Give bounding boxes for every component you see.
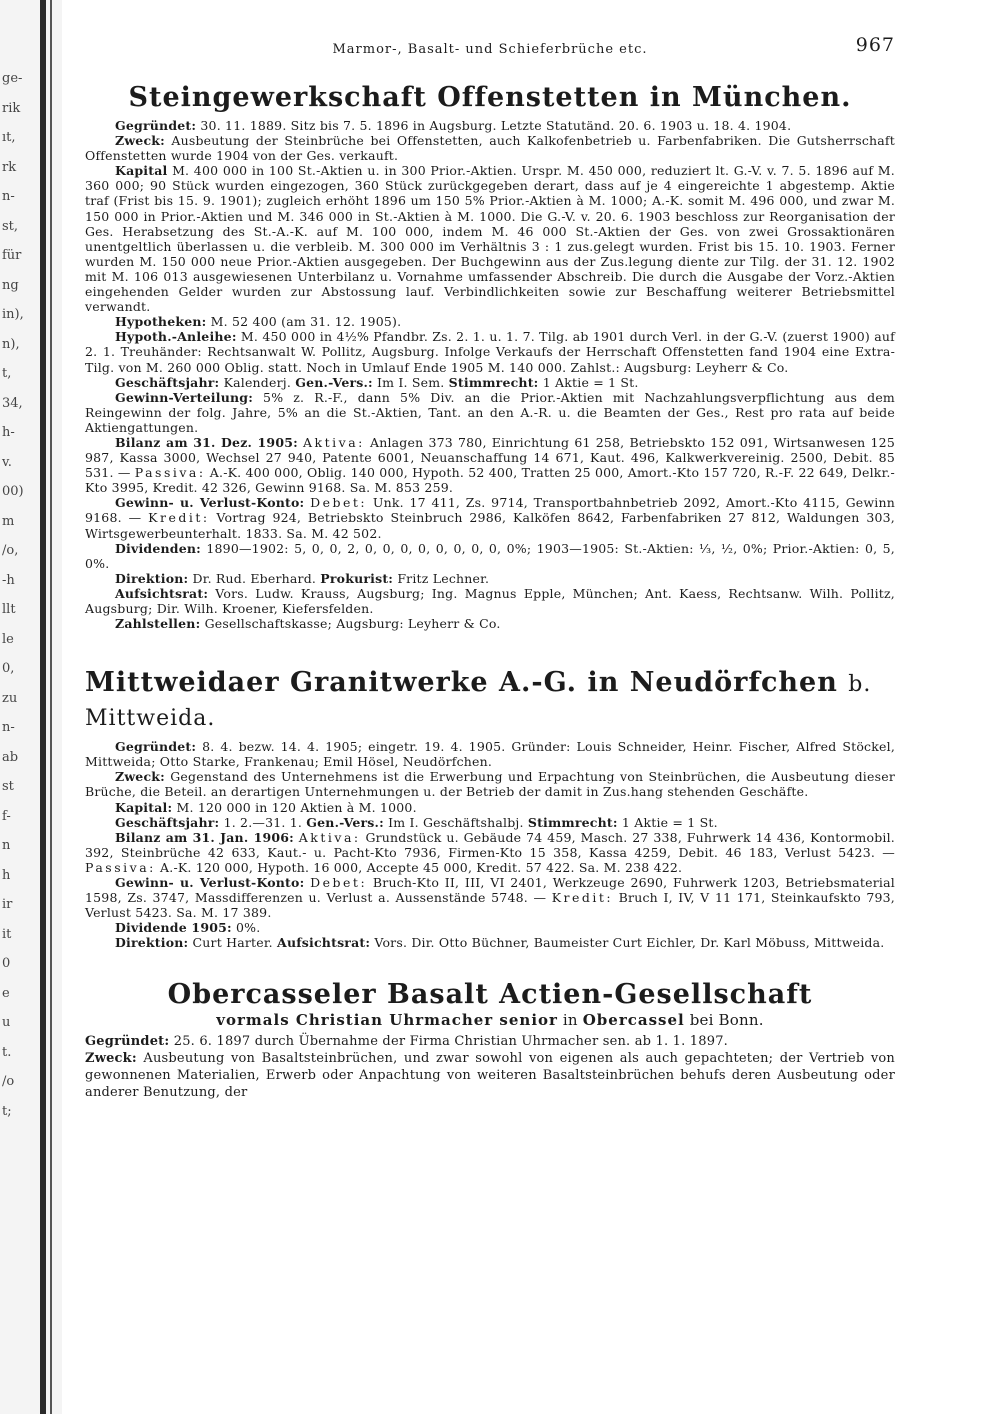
entry-direktion xyxy=(85,571,895,586)
field-text: Bruch I, IV, V 11 171, Steinkaufskto 793, Verlust 5423. Sa. M. 17 389. xyxy=(85,890,895,921)
margin-fragment: in), xyxy=(2,307,24,322)
field-text: 8. 4. bezw. 14. 4. 1905; eingetr. 19. 4. 1905. Gründer: Louis Schneider, Heinr. Fischer, Alfred Stöckel, Mittweida; Otto Starke, Frankenau; Emil Hösel, Neudörfchen. xyxy=(85,739,895,770)
field-text: Im I. Geschäftshalbj. xyxy=(388,814,524,830)
field-label: Aufsichtsrat: xyxy=(115,585,209,601)
margin-fragment: u xyxy=(2,1015,11,1030)
page-number: 967 xyxy=(855,34,895,56)
field-label: Stimmrecht: xyxy=(527,814,618,830)
company-title-1: Steingewerkschaft Offenstetten in München. xyxy=(128,82,852,113)
company-location: b. Mittweida. xyxy=(85,672,872,732)
field-text: M. 52 400 (am 31. 12. 1905). xyxy=(210,314,402,330)
field-label: Dividende 1905: xyxy=(115,920,232,936)
field-text: 30. 11. 1889. Sitz bis 7. 5. 1896 in Augsburg. Letzte Statutänd. 20. 6. 1903 u. 18. 4. 1904. xyxy=(200,118,792,133)
field-subhead: Passiva: xyxy=(134,465,206,481)
binding-shadow-bar xyxy=(40,0,46,1414)
margin-fragment: /o xyxy=(2,1074,15,1089)
field-text: Gesellschaftskasse; Augsburg: Leyherr & Co. xyxy=(204,616,501,632)
field-text: Fritz Lechner. xyxy=(397,570,490,586)
subtitle-place: Obercassel xyxy=(582,1010,685,1029)
margin-fragment: /o, xyxy=(2,543,19,558)
entry-direktion xyxy=(85,935,895,950)
entry-gegruendet xyxy=(85,1033,895,1050)
field-text: 1. 2.—31. 1. xyxy=(223,814,303,830)
entry-zahlstellen xyxy=(85,616,895,631)
field-label: Gen.-Vers.: xyxy=(295,374,373,390)
company-title-3: Obercasseler Basalt Actien-Gesellschaft xyxy=(167,978,813,1010)
margin-fragment: n- xyxy=(2,189,15,204)
field-text: Kalenderj. xyxy=(223,374,292,390)
margin-fragment: m xyxy=(2,513,15,529)
margin-fragment: t, xyxy=(2,366,12,381)
entry-gewinn-verlust xyxy=(85,495,895,540)
field-subhead: Kredit: xyxy=(148,510,210,526)
field-label: Zweck: xyxy=(115,133,165,149)
company-name: Mittweidaer Granitwerke A.-G. in Neudörfchen xyxy=(85,667,838,699)
field-label: Gewinn- u. Verlust-Konto: xyxy=(115,495,305,511)
field-label: Bilanz am 31. Jan. 1906: xyxy=(115,829,294,845)
field-text: M. 400 000 in 100 St.-Aktien u. in 300 Prior.-Aktien. Urspr. M. 450 000, reduziert lt. G.-V. v. 7. 5. 1896 auf M. 360 000; 90 Stück wurden eingezogen, 360 Stück zurückgegeben derart, dass auf je 4 eingereichte 1 abgestemp. Aktie traf (Frist bis 15. 9. 1901); zugleich erhöht 1896 um 150 5% Prior.-Aktien à M. 1000; A.-K. somit M. 496 000, und zwar M. 150 000 in Prior.-Aktien und M. 346 000 in St.-Aktien à M. 1000. Die G.-V. v. 20. 6. 1903 beschloss zur Reorganisation der Ges. Herabsetzung des St.-A.-K. auf M. 100 000, indem M. 46 000 St.-Aktien der Ges. von zwei Grossaktionären unentgeltlich überlassen u. die verbleib. M. 300 000 im Verhältnis 3 : 1 zus.gelegt wurden. Frist bis 15. 10. 1903. Ferner wurden M. 150 000 neue Prior.-Aktien ausgegeben. Der Buchgewinn aus der Zus.legung diente zur Tilg. der 31. 12. 1902 mit M. 106 013 ausgewiesenen Unterbilanz u. Vornahme umfassender Abschreib. Die durch die Ausgabe der Vorz.-Aktien eingehenden Gelder wurden zur Abstossung lauf. Verbindlichkeiten sowie zur Beschaffung weiterer Betriebsmittel verwandt. xyxy=(85,163,895,315)
field-label: Gegründet: xyxy=(85,1033,170,1049)
field-label: Geschäftsjahr: xyxy=(115,814,220,830)
margin-fragment: 34, xyxy=(2,395,23,411)
company-title-2 xyxy=(85,667,895,735)
field-text: Ausbeutung von Basaltsteinbrüchen, und zwar sowohl von eigenen als auch gepachteten; der Vertrieb von gewonnenen Materialien, Erwerb oder Anpachtung von weiteren Basaltsteinbrüchen behufs deren Ausbeutung oder anderer Benutzung, der xyxy=(85,1050,895,1100)
field-text: A.-K. 120 000, Hypoth. 16 000, Accepte 45 000, Kredit. 57 422. Sa. M. 238 422. xyxy=(160,859,683,875)
entry-kapital xyxy=(85,800,895,815)
entry-zweck xyxy=(85,769,895,799)
field-label: Hypotheken: xyxy=(115,314,207,330)
field-label: Dividenden: xyxy=(115,540,201,556)
entry-gegruendet xyxy=(85,739,895,769)
margin-fragment: für xyxy=(2,248,22,263)
subtitle-former-name: vormals Christian Uhrmacher senior xyxy=(216,1010,558,1029)
margin-fragment: -h xyxy=(2,572,15,588)
margin-fragment: rik xyxy=(2,100,21,116)
field-text: A.-K. 400 000, Oblig. 140 000, Hypoth. 52 400, Tratten 25 000, Amort.-Kto 157 720, R.-F. 22 649, Delkr.-Kto 3995, Kredit. 42 326, Gewinn 9168. Sa. M. 853 259. xyxy=(85,465,895,496)
entry-zweck xyxy=(85,133,895,163)
margin-fragment: t; xyxy=(2,1103,12,1119)
field-label: Bilanz am 31. Dez. 1905: xyxy=(115,434,298,450)
field-label: Kapital: xyxy=(115,799,173,815)
field-text: 0%. xyxy=(236,920,261,936)
company-entry-2 xyxy=(85,739,895,950)
field-text: Ausbeutung der Steinbrüche bei Offenstetten, auch Kalkofenbetrieb u. Farbenfabriken. Die Gutsherrschaft Offenstetten wurde 1904 von der Ges. verkauft. xyxy=(85,133,895,164)
entry-hypotheken xyxy=(85,314,895,329)
company-entry-1 xyxy=(85,118,895,631)
margin-fragment: h xyxy=(2,867,11,883)
entry-dividenden xyxy=(85,541,895,571)
field-text: Anlagen 373 780, Einrichtung 61 258, Betriebskto 152 091, Wirtsanwesen 125 987, Kassa 3000, Wechsel 27 940, Patente 6001, Neuanschaffung 14 671, Kaut. 496, Kalkwerkvereinig. 2500, Debit. 85 531. — xyxy=(85,434,895,481)
field-label: Gewinn- u. Verlust-Konto: xyxy=(115,875,305,891)
field-text: Unk. 17 411, Zs. 9714, Transportbahnbetrieb 2092, Amort.-Kto 4115, Gewinn 9168. — xyxy=(85,495,895,526)
field-label: Stimmrecht: xyxy=(448,374,539,390)
field-label: Zweck: xyxy=(115,769,165,785)
field-label: Geschäftsjahr: xyxy=(115,374,220,390)
margin-fragment: t. xyxy=(2,1044,12,1060)
margin-fragment: it xyxy=(2,926,12,942)
margin-fragment: 0 xyxy=(2,956,11,971)
subtitle-suffix: bei Bonn. xyxy=(689,1010,764,1029)
field-text: 1890—1902: 5, 0, 0, 2, 0, 0, 0, 0, 0, 0, 0, 0, 0%; 1903—1905: St.-Aktien: ⅓, ½, 0%; Prior.-Aktien: 0, 5, 0%. xyxy=(85,540,895,571)
field-text: Vors. Dir. Otto Büchner, Baumeister Curt Eichler, Dr. Karl Möbuss, Mittweida. xyxy=(374,935,885,951)
entry-hypoth-anleihe xyxy=(85,329,895,374)
field-text: Dr. Rud. Eberhard. xyxy=(192,570,317,586)
entry-bilanz xyxy=(85,830,895,875)
field-subhead: Passiva: xyxy=(85,859,156,875)
entry-geschaeftsjahr xyxy=(85,375,895,390)
margin-fragment: ir xyxy=(2,897,13,912)
margin-fragment: n), xyxy=(2,336,20,352)
field-label: Direktion: xyxy=(115,935,189,951)
field-text: 5% z. R.-F., dann 5% Div. an die Prior.-Aktien mit Nachzahlungsverpflichtung aus dem Reingewinn der folg. Jahre, 5% an die St.-Aktien, Tant. an den A.-R. u. die Beamten der Ges., Rest pro rata auf beide Aktiengattungen. xyxy=(85,389,895,435)
entry-gewinn-verteilung xyxy=(85,390,895,435)
field-label: Gegründet: xyxy=(115,739,197,755)
margin-fragment: n xyxy=(2,838,11,853)
field-label: Zahlstellen: xyxy=(115,616,201,632)
running-head xyxy=(85,30,895,60)
field-label: Kapital xyxy=(115,163,168,179)
field-subhead: Aktiva: xyxy=(303,434,365,450)
field-text: 1 Aktie = 1 St. xyxy=(542,374,639,390)
field-label: Gegründet: xyxy=(115,118,197,133)
entry-dividende xyxy=(85,920,895,935)
margin-fragment: rk xyxy=(2,159,17,175)
field-label: Gen.-Vers.: xyxy=(306,814,384,830)
field-text: Im I. Sem. xyxy=(377,374,445,390)
margin-fragment: llt xyxy=(2,602,16,617)
margin-fragment: 0, xyxy=(2,661,15,676)
field-label: Hypoth.-Anleihe: xyxy=(115,329,237,345)
field-text: Grundstück u. Gebäude 74 459, Masch. 27 338, Fuhrwerk 14 436, Kontormobil. 392, Steinbrüche 42 633, Kaut.- u. Pacht-Kto 7936, Firmen-Kto 15 358, Kassa 4259, Debit. 46 183, Verlust 5423. — xyxy=(85,829,895,860)
field-label: Prokurist: xyxy=(320,570,394,586)
entry-geschaeftsjahr xyxy=(85,815,895,830)
margin-fragment: st xyxy=(2,779,14,794)
field-text: 25. 6. 1897 durch Übernahme der Firma Christian Uhrmacher sen. ab 1. 1. 1897. xyxy=(173,1033,728,1049)
margin-fragment: ge- xyxy=(2,71,23,86)
margin-fragment: h- xyxy=(2,425,15,440)
margin-fragment: v. xyxy=(2,454,12,470)
entry-kapital xyxy=(85,163,895,314)
field-subhead: Aktiva: xyxy=(298,829,361,845)
entry-zweck xyxy=(85,1050,895,1101)
entry-gegruendet xyxy=(85,118,895,133)
field-label: Zweck: xyxy=(85,1050,137,1066)
adjacent-page-margin xyxy=(0,0,62,1414)
running-head-title: Marmor-, Basalt- und Schieferbrüche etc. xyxy=(332,42,648,57)
field-text: Bruch-Kto II, III, VI 2401, Werkzeuge 2690, Fuhrwerk 1203, Betriebsmaterial 1598, Zs. 3747, Massdifferenzen u. Verlust a. Aussenstände 5748. — xyxy=(85,875,895,906)
entry-aufsichtsrat xyxy=(85,586,895,616)
margin-fragment: 00) xyxy=(2,484,24,499)
company-entry-3 xyxy=(85,1033,895,1101)
field-label: Gewinn-Verteilung: xyxy=(115,389,254,405)
field-text: M. 120 000 in 120 Aktien à M. 1000. xyxy=(176,799,417,815)
field-text: 1 Aktie = 1 St. xyxy=(621,814,718,830)
margin-fragment: f- xyxy=(2,808,11,824)
field-subhead: Kredit: xyxy=(551,890,614,906)
field-text: M. 450 000 in 4½% Pfandbr. Zs. 2. 1. u. 1. 7. Tilg. ab 1901 durch Verl. in der G.-V. (zuerst 1900) auf 2. 1. Treuhänder: Rechtsanwalt W. Pollitz, Augsburg. Infolge Verkaufs der Herrschaft Offenstetten fand 1904 eine Extra-Tilg. von M. 260 000 Oblig. statt. Noch in Umlauf Ende 1905 M. 140 000. Zahlst.: Augsburg: Leyherr & Co. xyxy=(85,329,895,375)
field-text: Gegenstand des Unternehmens ist die Erwerbung und Erpachtung von Steinbrüchen, die Ausbeutung dieser Brüche, die Beteil. an derartigen Unternehmungen u. der Betrieb der damit in Zus.hang stehenden Geschäfte. xyxy=(85,769,895,800)
subtitle-connector: in xyxy=(562,1010,578,1029)
margin-fragment: e xyxy=(2,985,10,1001)
field-label: Direktion: xyxy=(115,570,189,586)
margin-fragment: ıt, xyxy=(2,130,16,145)
entry-gewinn-verlust xyxy=(85,875,895,920)
binding-shadow-line xyxy=(50,0,52,1414)
margin-fragment: ng xyxy=(2,277,19,293)
field-text: Vors. Ludw. Krauss, Augsburg; Ing. Magnus Epple, München; Ant. Kaess, Rechtsanw. Wilh. Pollitz, Augsburg; Dir. Wilh. Kroener, Kiefersfelden. xyxy=(85,585,895,616)
field-label: Aufsichtsrat: xyxy=(277,935,371,951)
company-subtitle-3 xyxy=(85,1011,895,1029)
margin-fragment: st, xyxy=(2,218,19,234)
margin-fragment: n- xyxy=(2,720,15,735)
margin-fragment: zu xyxy=(2,690,18,706)
field-text: Vortrag 924, Betriebskto Steinbruch 2986, Kalköfen 8642, Farbenfabriken 27 812, Waldungen 303, Wirtsgewerbeunterhalt. 1833. Sa. M. 42 502. xyxy=(85,510,895,541)
field-text: Curt Harter. xyxy=(192,935,273,951)
margin-fragment: le xyxy=(2,631,14,647)
document-page xyxy=(85,30,895,1101)
entry-bilanz xyxy=(85,435,895,495)
margin-fragment: ab xyxy=(2,749,19,765)
field-subhead: Debet: xyxy=(310,495,368,511)
field-subhead: Debet: xyxy=(310,875,368,891)
